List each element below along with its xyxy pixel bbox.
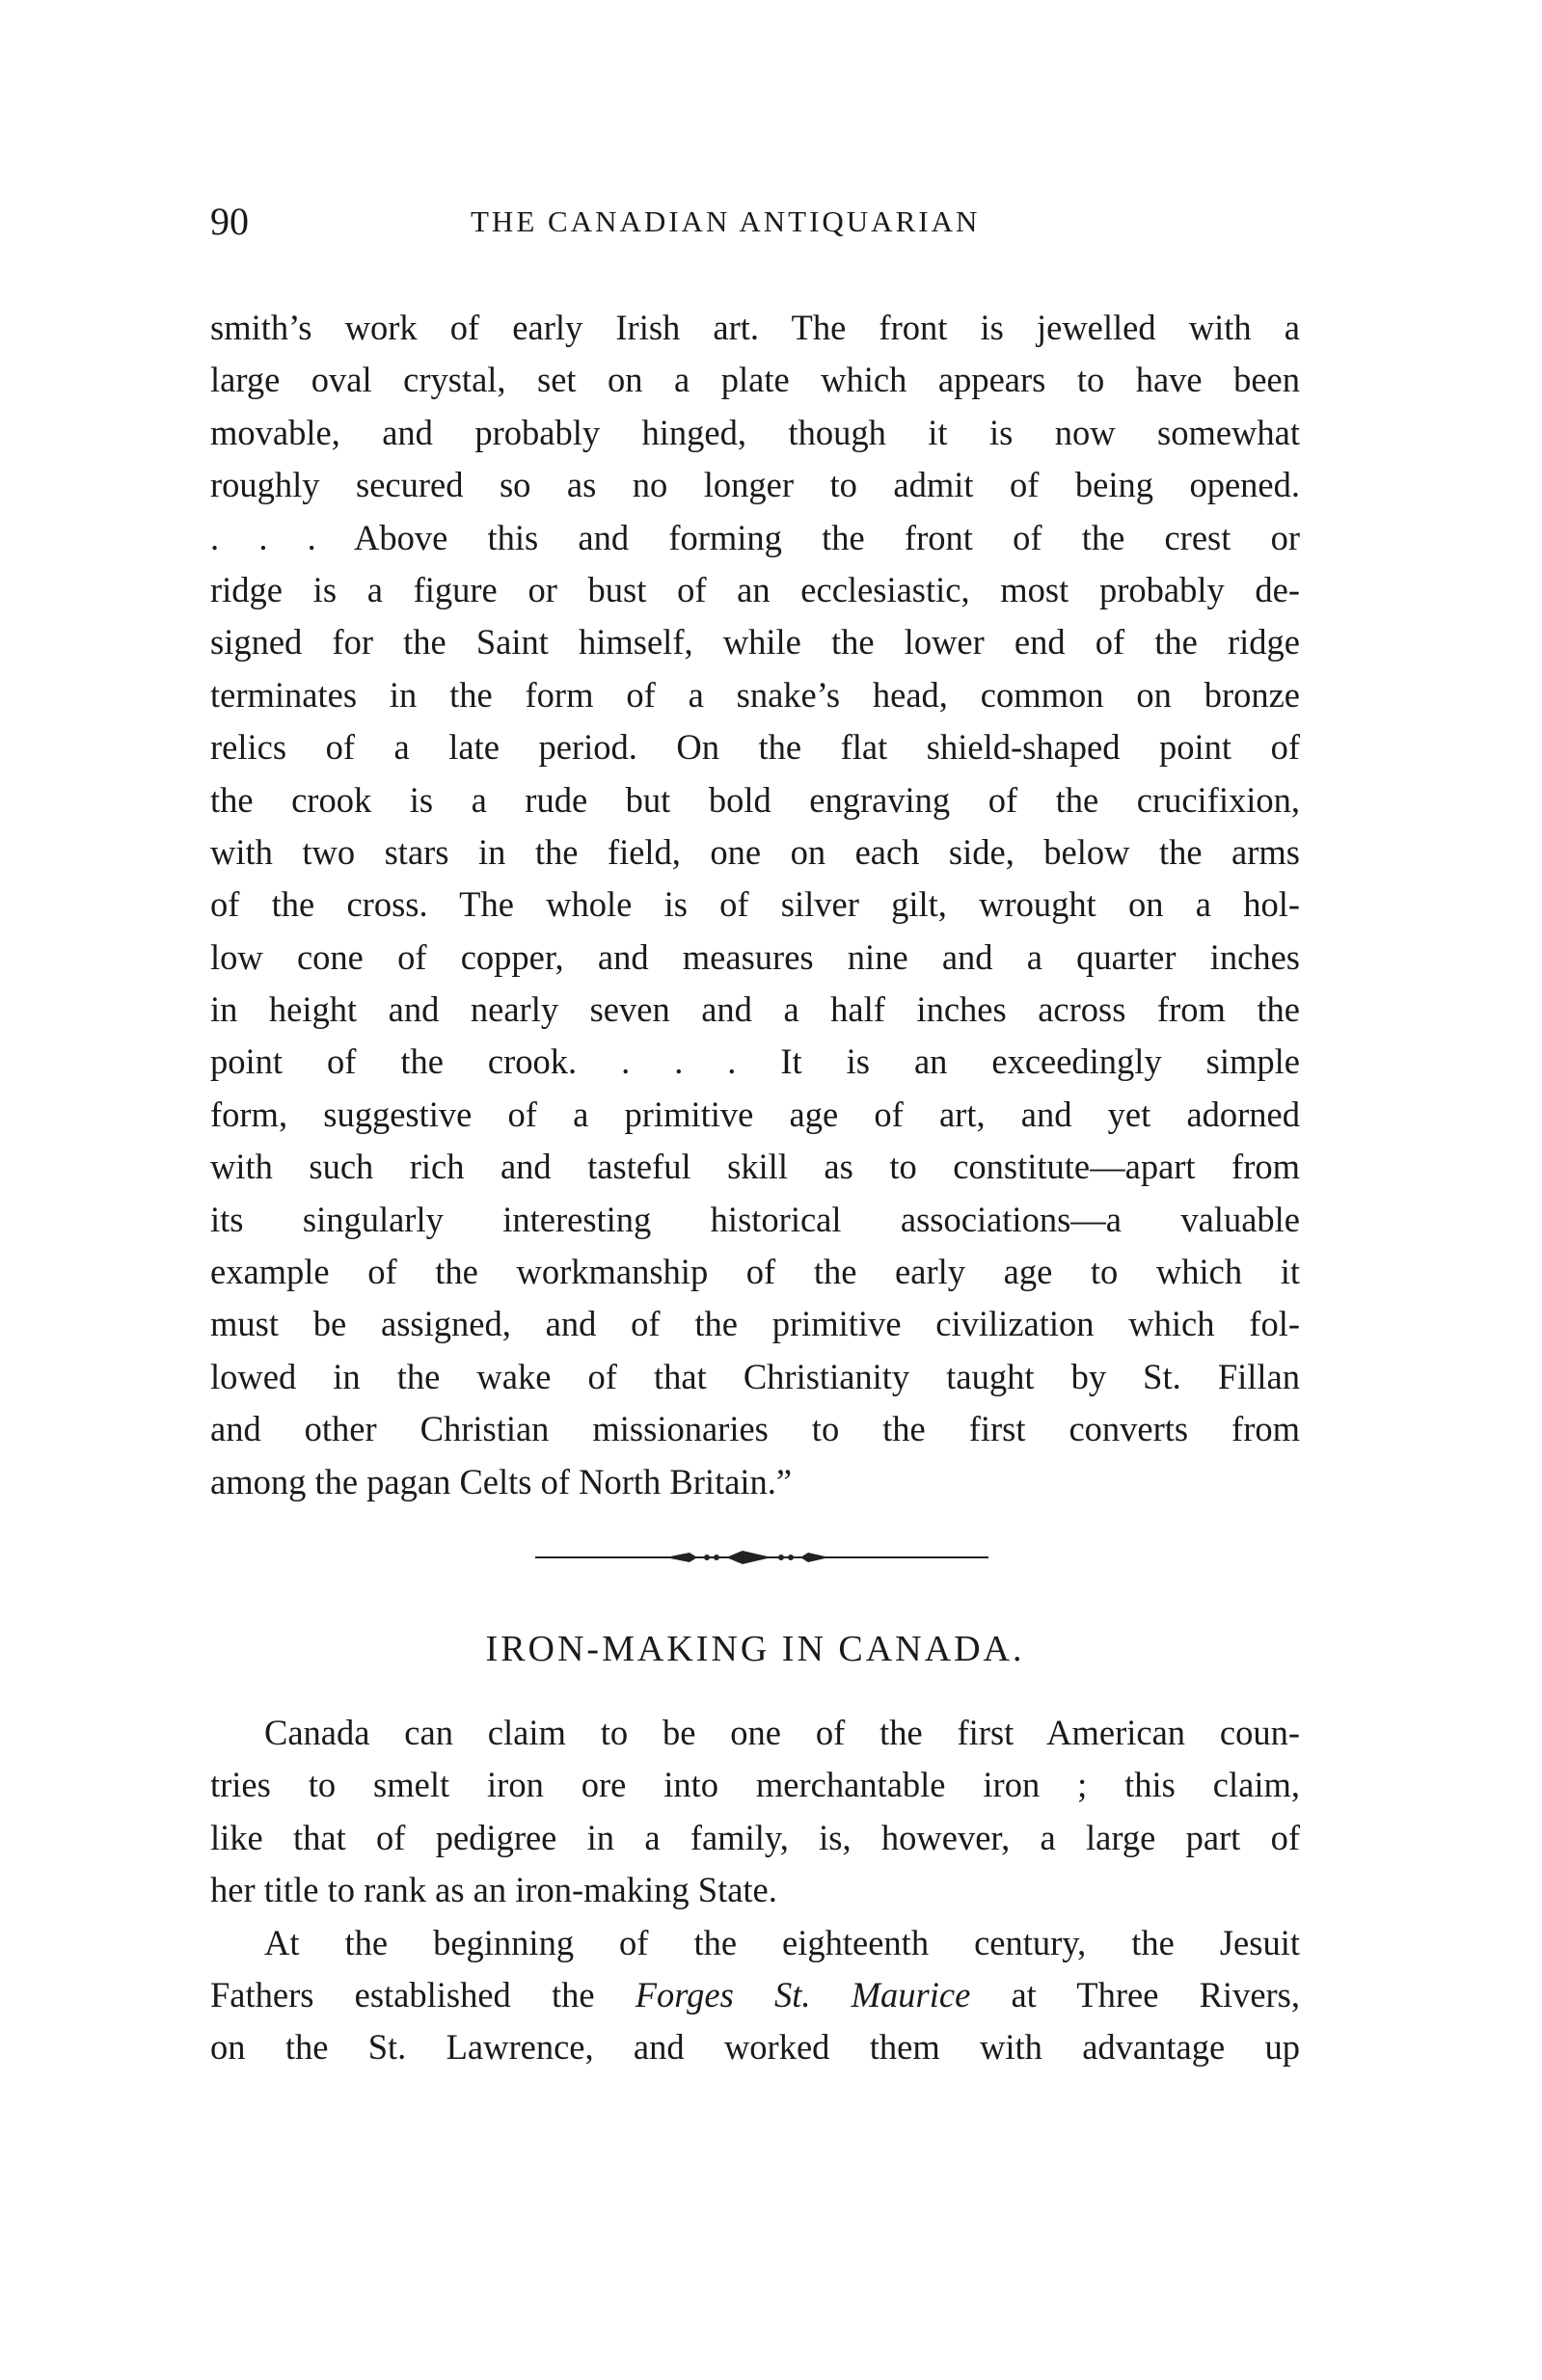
text-line: low cone of copper, and measures nine and a quarter inches: [210, 936, 1300, 977]
text-line: and other Christian missionaries to the first converts from: [210, 1409, 1300, 1449]
text-line: terminates in the form of a snake’s head, common on bronze: [210, 674, 1300, 715]
text-line: At the beginning of the eighteenth century, the Jesuit: [264, 1922, 1300, 1962]
text-line: movable, and probably hinged, though it is now somewhat: [210, 412, 1300, 452]
text-line: form, suggestive of a primitive age of art, and yet adorned: [210, 1094, 1300, 1134]
text-line: with two stars in the field, one on each side, below the arms: [210, 831, 1300, 872]
text-line: large oval crystal, set on a plate which appears to have been: [210, 360, 1300, 400]
text-line: with such rich and tasteful skill as to constitute—apart from: [210, 1147, 1300, 1187]
text-line: in height and nearly seven and a half inches across from the: [210, 989, 1300, 1030]
text-line: ridge is a figure or bust of an ecclesiastic, most probably de-: [210, 569, 1300, 609]
text-line: example of the workmanship of the early age to which it: [210, 1252, 1300, 1292]
text-line: smith’s work of early Irish art. The front is jewelled with a: [210, 308, 1300, 347]
section-title: IRON-MAKING IN CANADA.: [485, 1629, 1025, 1669]
italic-text-run: Forges St. Maurice: [635, 1974, 971, 2015]
text-run: at Three Rivers,: [970, 1974, 1300, 2015]
text-line: like that of pedigree in a family, is, however, a large part of: [210, 1817, 1300, 1857]
text-line: of the cross. The whole is of silver gilt, wrought on a hol-: [210, 884, 1300, 925]
text-line: . . . Above this and forming the front of the crest or: [210, 517, 1300, 557]
running-head: THE CANADIAN ANTIQUARIAN: [471, 204, 981, 238]
text-run: Fathers established the: [210, 1974, 636, 2015]
text-line: on the St. Lawrence, and worked them with advantage up: [210, 2027, 1300, 2068]
text-line: [210, 1969, 1300, 2021]
page-header: [210, 193, 1290, 251]
text-line: among the pagan Celts of North Britain.”: [210, 1461, 793, 1501]
text-line: must be assigned, and of the primitive civilization which fol-: [210, 1304, 1300, 1344]
page-number: 90: [210, 200, 249, 243]
text-line: tries to smelt iron ore into merchantable iron ; this claim,: [210, 1765, 1300, 1805]
text-line: its singularly interesting historical associations—a valuable: [210, 1199, 1300, 1239]
quoted-passage: [210, 302, 1300, 1508]
section-divider-ornament: [535, 1543, 988, 1572]
text-line: the crook is a rude but bold engraving of the crucifixion,: [210, 779, 1300, 820]
text-line: roughly secured so as no longer to admit of being opened.: [210, 465, 1300, 505]
text-line: Canada can claim to be one of the first American coun-: [264, 1713, 1300, 1752]
text-line: relics of a late period. On the flat shield-shaped point of: [210, 727, 1300, 768]
text-line: signed for the Saint himself, while the lower end of the ridge: [210, 622, 1300, 663]
section-body: [210, 1707, 1300, 2074]
text-line: lowed in the wake of that Christianity taught by St. Fillan: [210, 1356, 1300, 1396]
text-line: her title to rank as an iron-making State.: [210, 1870, 777, 1910]
text-line: point of the crook. . . . It is an exceedingly simple: [210, 1041, 1300, 1082]
